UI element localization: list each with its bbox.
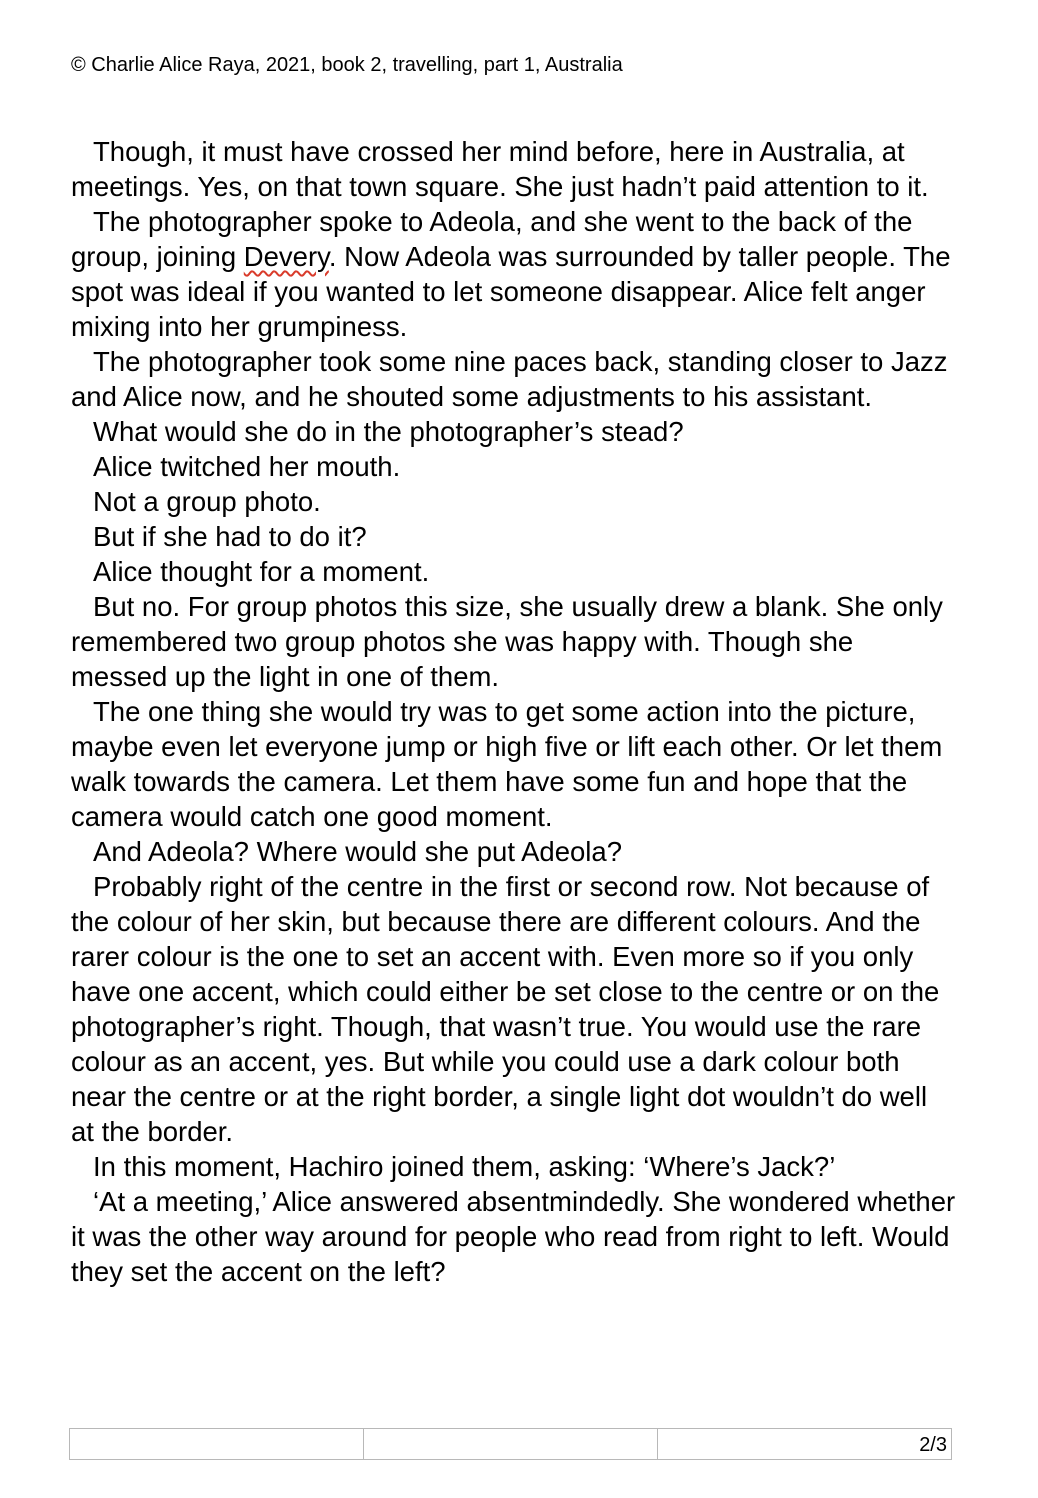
document-body	[71, 134, 956, 1289]
paragraph	[71, 204, 956, 344]
paragraph: ‘At a meeting,’ Alice answered absentmindedly. She wondered whether it was the other way around for people who read from right to left. Would they set the accent on the left?	[71, 1186, 956, 1287]
paragraph: Not a group photo.	[93, 486, 321, 517]
paragraph: What would she do in the photographer’s stead?	[93, 416, 684, 447]
paragraph: But no. For group photos this size, she usually drew a blank. She only remembered two group photos she was happy with. Though she messed up the light in one of them.	[71, 591, 943, 692]
paragraph: The one thing she would try was to get some action into the picture, maybe even let everyone jump or high five or lift each other. Or let them walk towards the camera. Let them have some fun and hope that the camera would catch one good moment.	[71, 696, 943, 832]
paragraph: In this moment, Hachiro joined them, asking: ‘Where’s Jack?’	[93, 1151, 836, 1182]
footer-cell-right	[658, 1429, 951, 1459]
paragraph-text: The photographer spoke to Adeola, and she went to the back of the group, joining	[71, 206, 913, 272]
paragraph: Though, it must have crossed her mind before, here in Australia, at meetings. Yes, on that town square. She just hadn’t paid attention to it.	[71, 136, 929, 202]
paragraph: The photographer took some nine paces back, standing closer to Jazz and Alice now, and he shouted some adjustments to his assistant.	[71, 346, 948, 412]
footer-cell-middle	[364, 1429, 658, 1459]
paragraph-text: . Now Adeola was surrounded by taller people. The spot was ideal if you wanted to let someone disappear. Alice felt anger mixing into her grumpiness.	[71, 241, 951, 342]
paragraph: And Adeola? Where would she put Adeola?	[93, 836, 622, 867]
paragraph: Probably right of the centre in the first or second row. Not because of the colour of her skin, but because there are different colours. And the rarer colour is the one to set an accent with. Even more so if you only have one accent, which could either be set close to the centre or on the photographer’s right. Though, that wasn’t true. You would use the rare colour as an accent, yes. But while you could use a dark colour both near the centre or at the right border, a single light dot wouldn’t do well at the border.	[71, 871, 940, 1147]
document-header: © Charlie Alice Raya, 2021, book 2, travelling, part 1, Australia	[71, 54, 623, 76]
footer-table	[69, 1428, 952, 1460]
footer-cell-left	[70, 1429, 364, 1459]
paragraph: But if she had to do it?	[93, 521, 367, 552]
spellcheck-flagged-word[interactable]: Devery	[243, 241, 329, 272]
page-number: 2/3	[919, 1434, 947, 1456]
paragraph: Alice thought for a moment.	[93, 556, 430, 587]
paragraph: Alice twitched her mouth.	[93, 451, 401, 482]
